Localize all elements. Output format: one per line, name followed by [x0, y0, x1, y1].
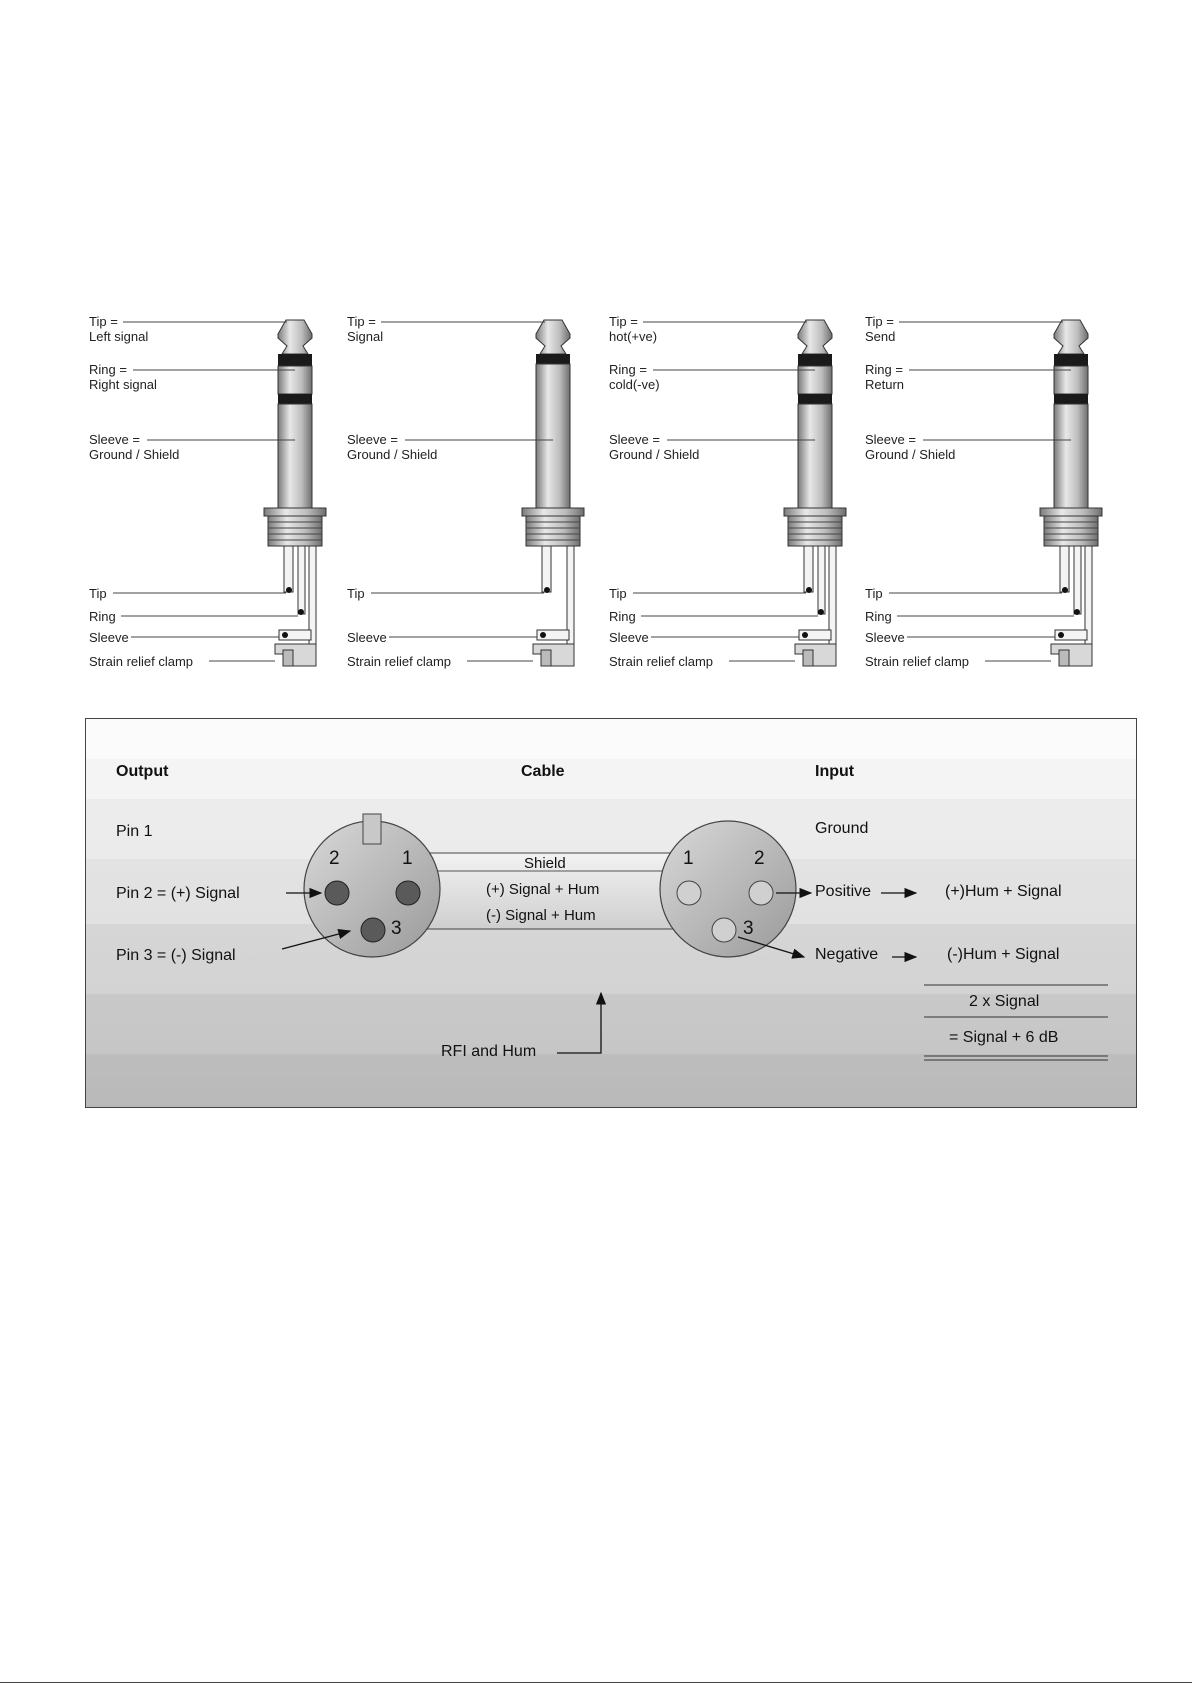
ring-label [89, 362, 157, 392]
sleeve-label-line-1: Sleeve = [89, 432, 140, 447]
female-pin-2 [749, 881, 773, 905]
male-pin-3 [361, 918, 385, 942]
output-header: Output [116, 763, 169, 780]
solder-tip-label: Tip [865, 586, 883, 601]
ring-label [609, 362, 660, 392]
solder-ring-label: Ring [89, 609, 116, 624]
tip-label-line-2: Signal [347, 329, 384, 344]
male-number-1: 1 [402, 848, 413, 869]
tip-label-line-1: Tip = [865, 314, 894, 329]
input-positive-label: Positive [815, 883, 872, 900]
ring-label-line-1: Ring = [865, 362, 903, 377]
tip-label-line-2: Send [865, 329, 896, 344]
sleeve-label-line-2: Ground / Shield [865, 447, 956, 462]
ring-label-line-2: Return [865, 377, 905, 392]
cable-minus-label: (-) Signal + Hum [486, 907, 596, 924]
solder-sleeve-label: Sleeve [609, 630, 649, 645]
sleeve-label-line-2: Ground / Shield [609, 447, 700, 462]
jack-diagram-4 [861, 300, 1119, 670]
solder-ring-label: Ring [609, 609, 636, 624]
tip-label [89, 314, 148, 344]
strain-relief-label: Strain relief clamp [347, 654, 452, 669]
male-pin-2 [325, 881, 349, 905]
page-bottom-rule [0, 1682, 1192, 1683]
ring-label-line-1: Ring = [89, 362, 127, 377]
jack-plug-drawing [861, 300, 1119, 670]
ring-label [865, 362, 904, 392]
female-number-3: 3 [743, 918, 754, 939]
sleeve-label [89, 432, 179, 462]
result-final: = Signal + 6 dB [949, 1029, 1059, 1046]
pin2-label: Pin 2 = (+) Signal [116, 885, 240, 902]
male-number-3: 3 [391, 918, 402, 939]
solder-tip-label: Tip [609, 586, 627, 601]
arrow-rfi [557, 993, 601, 1053]
xlr-male-connector [304, 814, 440, 957]
balanced-diagram-graphics [86, 719, 1137, 1108]
solder-sleeve-label: Sleeve [347, 630, 387, 645]
ring-label-line-2: Right signal [89, 377, 157, 392]
sleeve-label-line-1: Sleeve = [347, 432, 398, 447]
female-pin-3 [712, 918, 736, 942]
sleeve-label [347, 432, 437, 462]
cable-header: Cable [521, 763, 565, 780]
balanced-connection-diagram [85, 718, 1137, 1108]
sleeve-label-line-2: Ground / Shield [347, 447, 438, 462]
sleeve-label [609, 432, 699, 462]
result-plus: (+)Hum + Signal [945, 883, 1062, 900]
solder-sleeve-label: Sleeve [89, 630, 129, 645]
jack-diagram-3 [605, 300, 863, 670]
tip-label [865, 314, 895, 344]
result-minus: (-)Hum + Signal [947, 946, 1060, 963]
sleeve-label-line-2: Ground / Shield [89, 447, 180, 462]
tip-label [347, 314, 383, 344]
solder-tip-label: Tip [89, 586, 107, 601]
sleeve-label-line-1: Sleeve = [609, 432, 660, 447]
tip-label-line-1: Tip = [609, 314, 638, 329]
male-number-2: 2 [329, 848, 340, 869]
male-pin-1 [396, 881, 420, 905]
cable-shield-label: Shield [524, 855, 566, 872]
ring-label-line-1: Ring = [609, 362, 647, 377]
sleeve-label [865, 432, 955, 462]
tip-label [609, 314, 657, 344]
pin1-label: Pin 1 [116, 823, 153, 840]
jack-plug-drawing [343, 300, 601, 670]
strain-relief-label: Strain relief clamp [89, 654, 194, 669]
input-header: Input [815, 763, 855, 780]
input-ground-label: Ground [815, 820, 869, 837]
jack-plug-drawing [605, 300, 863, 670]
jack-diagram-1 [85, 300, 343, 670]
sleeve-label-line-1: Sleeve = [865, 432, 916, 447]
input-negative-label: Negative [815, 946, 879, 963]
rfi-hum-label: RFI and Hum [441, 1043, 537, 1060]
solder-tip-label: Tip [347, 586, 365, 601]
strain-relief-label: Strain relief clamp [609, 654, 714, 669]
jack-plug-drawing [85, 300, 343, 670]
jack-diagram-2 [343, 300, 601, 670]
female-number-2: 2 [754, 848, 765, 869]
female-number-1: 1 [683, 848, 694, 869]
tip-label-line-2: Left signal [89, 329, 149, 344]
result-sum: 2 x Signal [969, 993, 1040, 1010]
tip-label-line-1: Tip = [347, 314, 376, 329]
strain-relief-label: Strain relief clamp [865, 654, 970, 669]
female-pin-1 [677, 881, 701, 905]
cable-plus-label: (+) Signal + Hum [486, 881, 600, 898]
xlr-female-connector [660, 821, 796, 957]
solder-ring-label: Ring [865, 609, 892, 624]
ring-label-line-2: cold(-ve) [609, 377, 660, 392]
tip-label-line-1: Tip = [89, 314, 118, 329]
pin3-label: Pin 3 = (-) Signal [116, 947, 236, 964]
tip-label-line-2: hot(+ve) [609, 329, 658, 344]
solder-sleeve-label: Sleeve [865, 630, 905, 645]
